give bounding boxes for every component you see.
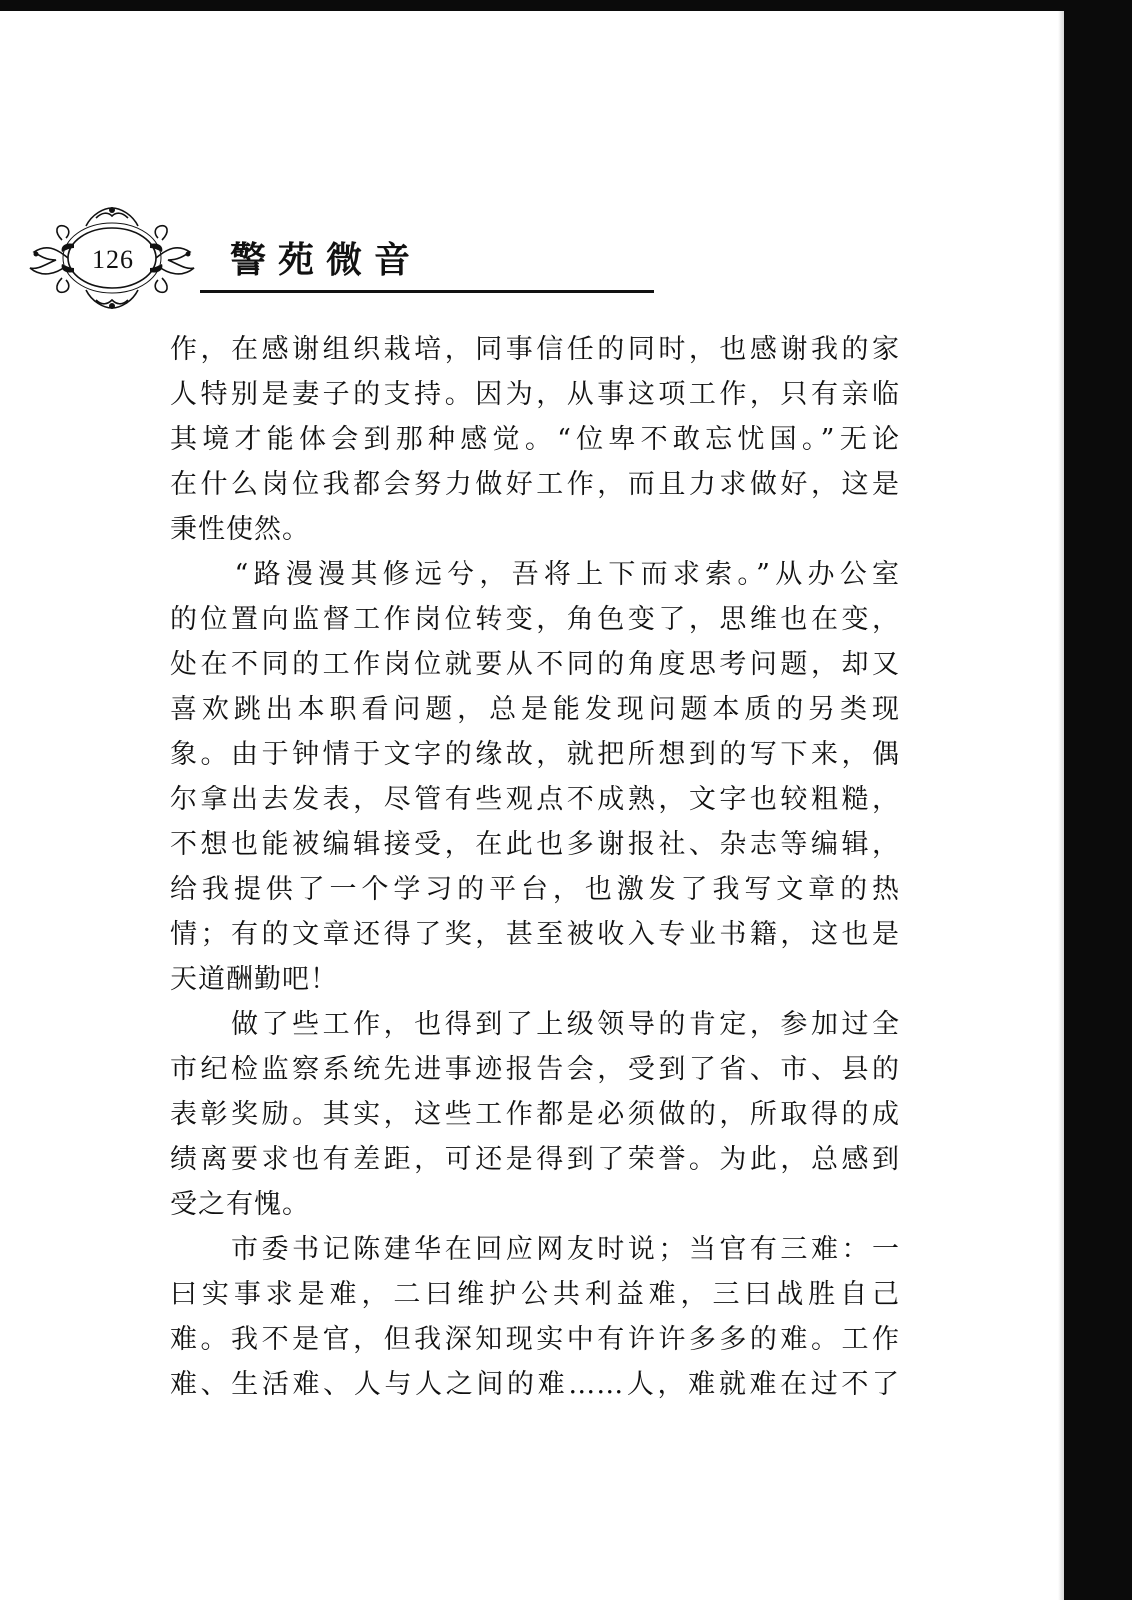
scan-border-right	[1064, 0, 1132, 1600]
text-line: 其境才能体会到那种感觉。“位卑不敢忘忧国。”无论	[170, 424, 900, 455]
text-line: 给我提供了一个学习的平台，也激发了我写文章的热	[170, 874, 900, 905]
header-rule	[200, 290, 654, 293]
text-line: 难、生活难、人与人之间的难……人，难就难在过不了	[170, 1369, 900, 1400]
page-number: 126	[92, 245, 134, 274]
text-line: 表彰奖励。其实，这些工作都是必须做的，所取得的成	[170, 1099, 900, 1130]
scan-border-top	[0, 0, 1132, 11]
text-line: 在什么岗位我都会努力做好工作，而且力求做好，这是	[170, 469, 900, 500]
text-line: 天道酬勤吧！	[170, 964, 338, 995]
paragraph	[170, 327, 900, 552]
text-line: 情；有的文章还得了奖，甚至被收入专业书籍，这也是	[170, 919, 900, 950]
text-line: 秉性使然。	[170, 514, 310, 545]
text-line: 绩离要求也有差距，可还是得到了荣誉。为此，总感到	[170, 1144, 900, 1175]
text-line: 人特别是妻子的支持。因为，从事这项工作，只有亲临	[170, 379, 900, 410]
text-line: 市委书记陈建华在回应网友时说；当官有三难：一	[170, 1234, 900, 1265]
paragraph	[170, 1002, 900, 1227]
text-line: 难。我不是官，但我深知现实中有许许多多的难。工作	[170, 1324, 900, 1355]
text-line: 受之有愧。	[170, 1189, 310, 1220]
text-line: 曰实事求是难，二曰维护公共利益难，三曰战胜自己	[170, 1279, 900, 1310]
body-text	[170, 327, 900, 1407]
text-line: 象。由于钟情于文字的缘故，就把所想到的写下来，偶	[170, 739, 900, 770]
paragraph	[170, 552, 900, 1002]
text-line: 做了些工作，也得到了上级领导的肯定，参加过全	[170, 1009, 900, 1040]
text-line: 不想也能被编辑接受，在此也多谢报社、杂志等编辑，	[170, 829, 900, 860]
text-line: 喜欢跳出本职看问题，总是能发现问题本质的另类现	[170, 694, 900, 725]
text-line: 市纪检监察系统先进事迹报告会，受到了省、市、县的	[170, 1054, 900, 1085]
text-line: 作，在感谢组织栽培，同事信任的同时，也感谢我的家	[170, 334, 900, 365]
text-line: 尔拿出去发表，尽管有些观点不成熟，文字也较粗糙，	[170, 784, 900, 815]
text-line: 处在不同的工作岗位就要从不同的角度思考问题，却又	[170, 649, 900, 680]
text-line: 的位置向监督工作岗位转变，角色变了，思维也在变，	[170, 604, 900, 635]
running-title: 警苑微音	[230, 240, 423, 281]
text-line: “路漫漫其修远兮，吾将上下而求索。”从办公室	[170, 559, 900, 590]
paragraph	[170, 1227, 900, 1407]
